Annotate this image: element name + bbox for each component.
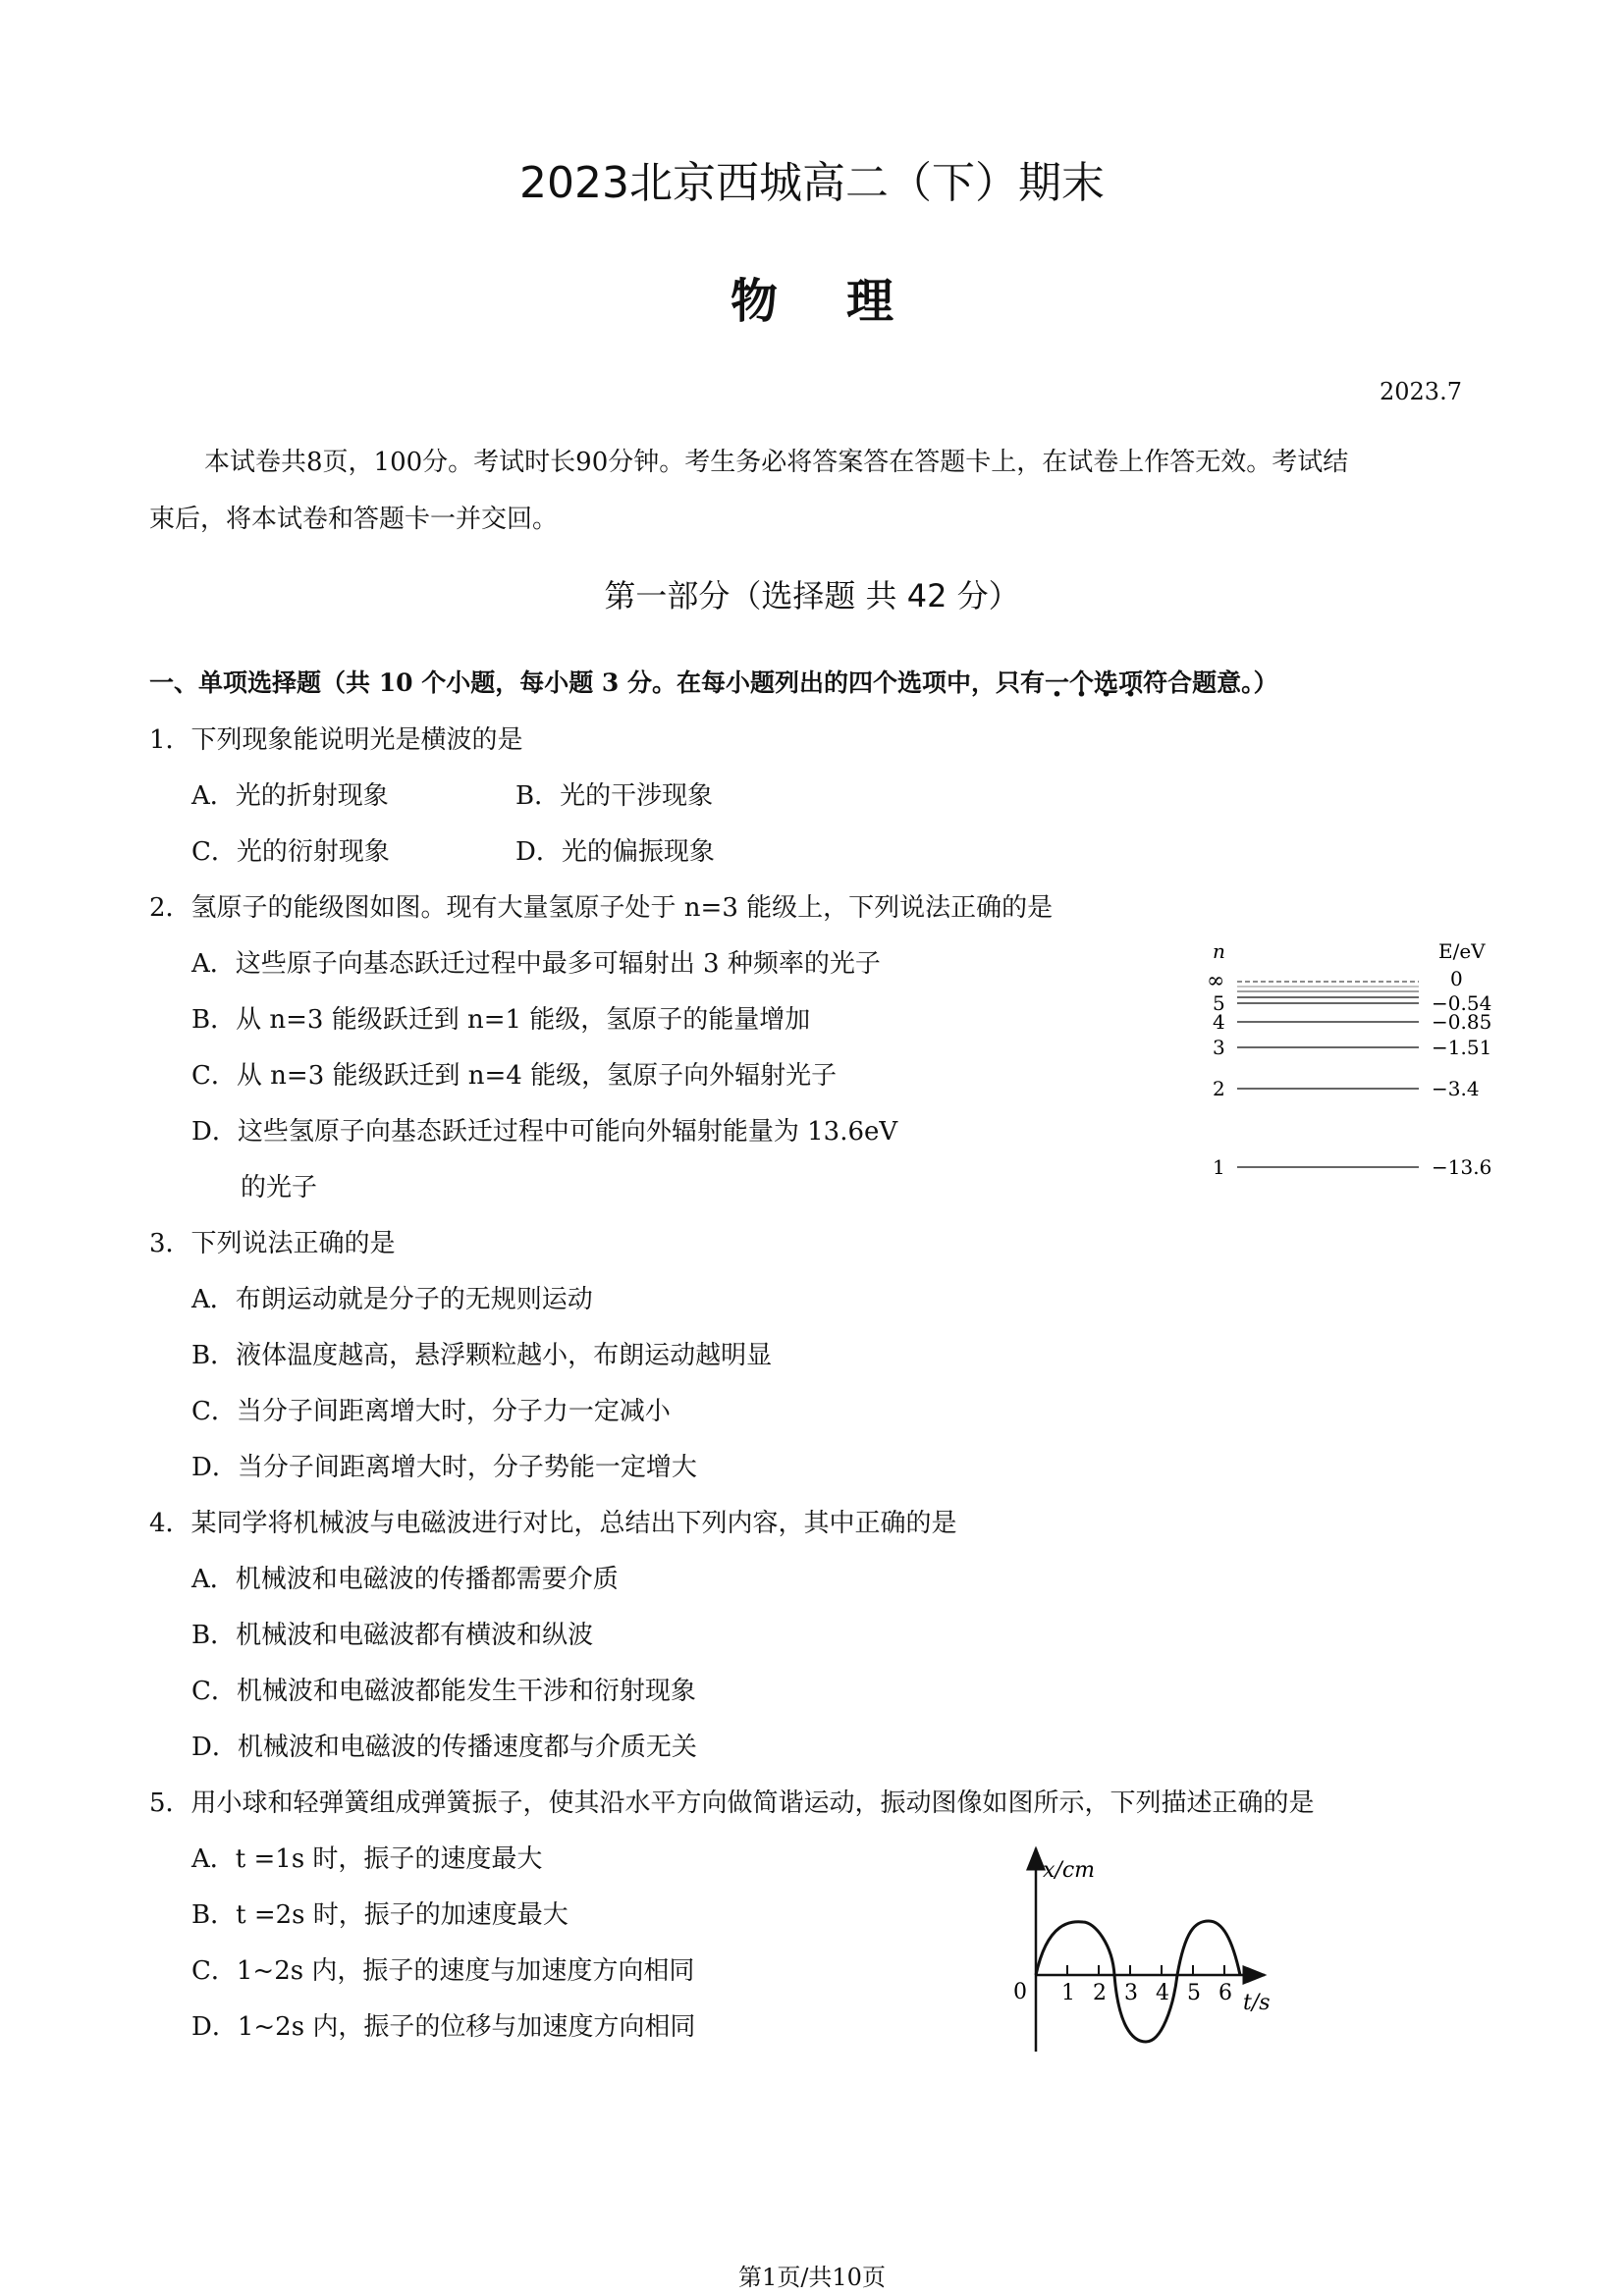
- tick-label-6: 6: [1218, 1981, 1232, 2005]
- level-e-5: −0.54: [1432, 991, 1492, 1015]
- tick-label-1: 1: [1061, 1981, 1075, 2005]
- question-4-stem: 4．某同学将机械波与电磁波进行对比，总结出下列内容，其中正确的是: [149, 1509, 957, 1538]
- level-n-5: 5: [1213, 991, 1225, 1015]
- question-1-stem: 1．下列现象能说明光是横波的是: [149, 725, 523, 755]
- instruction: [149, 664, 1278, 699]
- question-2-option-b: B．从 n=3 能级跃迁到 n=1 能级，氢原子的能量增加: [191, 1005, 811, 1035]
- question-2-option-a: A．这些原子向基态跃迁过程中最多可辐射出 3 种频率的光子: [191, 949, 881, 979]
- level-n-inf: ∞: [1207, 969, 1225, 993]
- level-n-1: 1: [1213, 1155, 1225, 1179]
- tick-label-5: 5: [1187, 1981, 1201, 2005]
- level-e-3: −1.51: [1432, 1036, 1492, 1059]
- intro-line-2: 束后，将本试卷和答题卡一并交回。: [149, 505, 559, 534]
- level-e-2: −3.4: [1432, 1077, 1480, 1100]
- question-4-option-d: D．机械波和电磁波的传播速度都与介质无关: [191, 1733, 697, 1762]
- question-1-option-d: D．光的偏振现象: [515, 837, 715, 867]
- energy-level-diagram: [1193, 934, 1507, 1195]
- origin-label: 0: [1013, 1980, 1027, 2004]
- level-n-4: 4: [1213, 1010, 1225, 1034]
- exam-title: 2023北京西城高二（下）期末: [519, 158, 1105, 208]
- emphasis-char: 一: [1045, 668, 1070, 697]
- question-3-option-c: C．当分子间距离增大时，分子力一定减小: [191, 1397, 671, 1426]
- instruction-emphasis: [1045, 668, 1143, 697]
- question-3-option-b: B．液体温度越高，悬浮颗粒越小，布朗运动越明显: [191, 1341, 773, 1370]
- level-e-1: −13.6: [1432, 1155, 1492, 1179]
- question-1-option-b: B．光的干涉现象: [515, 781, 714, 811]
- question-5-option-c: C．1~2s 内，振子的速度与加速度方向相同: [191, 1956, 695, 1986]
- question-3-stem: 3．下列说法正确的是: [149, 1229, 396, 1258]
- question-1-option-c: C．光的衍射现象: [191, 837, 390, 867]
- question-1-option-a: A．光的折射现象: [191, 781, 389, 811]
- question-5-stem: 5．用小球和轻弹簧组成弹簧振子，使其沿水平方向做简谐运动，振动图像如图所示，下列描述正确的是: [149, 1789, 1315, 1818]
- level-e-4: −0.85: [1432, 1010, 1492, 1034]
- question-2-stem: 2．氢原子的能级图如图。现有大量氢原子处于 n=3 能级上，下列说法正确的是: [149, 893, 1054, 923]
- question-4-option-c: C．机械波和电磁波都能发生干涉和衍射现象: [191, 1677, 696, 1706]
- question-3-option-d: D．当分子间距离增大时，分子势能一定增大: [191, 1453, 697, 1482]
- tick-label-3: 3: [1124, 1981, 1138, 2005]
- diagram-e-label: E/eV: [1438, 939, 1486, 963]
- subject-title: 物理: [730, 274, 962, 329]
- question-5-option-a: A．t =1s 时，振子的速度最大: [191, 1844, 543, 1874]
- emphasis-char: 项: [1118, 668, 1144, 697]
- question-2-option-c: C．从 n=3 能级跃迁到 n=4 能级，氢原子向外辐射光子: [191, 1061, 838, 1091]
- y-axis-label: x/cm: [1043, 1858, 1096, 1883]
- question-5-option-b: B．t =2s 时，振子的加速度最大: [191, 1900, 568, 1930]
- page-footer: 第1页/共10页: [738, 2264, 886, 2291]
- question-4-option-b: B．机械波和电磁波都有横波和纵波: [191, 1621, 594, 1650]
- question-4-option-a: A．机械波和电磁波的传播都需要介质: [191, 1565, 619, 1594]
- instruction-before: 一、单项选择题（共 10 个小题，每小题 3 分。在每小题列出的四个选项中，只有: [149, 668, 1046, 697]
- diagram-n-label: n: [1213, 939, 1225, 963]
- question-2-option-d-cont: 的光子: [241, 1173, 318, 1202]
- exam-date: 2023.7: [1380, 378, 1462, 405]
- intro-line-1: 本试卷共8页，100分。考试时长90分钟。考生务必将答案答在答题卡上，在试卷上作答无效。考试结: [204, 448, 1349, 477]
- oscillation-graph: [1001, 1841, 1296, 2076]
- emphasis-char: 选: [1094, 668, 1119, 697]
- emphasis-char: 个: [1069, 668, 1095, 697]
- tick-label-4: 4: [1156, 1981, 1169, 2005]
- question-5-option-d: D．1~2s 内，振子的位移与加速度方向相同: [191, 2012, 696, 2042]
- instruction-after: 符合题意。）: [1143, 668, 1278, 697]
- level-n-3: 3: [1213, 1036, 1225, 1059]
- level-e-inf: 0: [1450, 967, 1463, 990]
- tick-label-2: 2: [1093, 1981, 1107, 2005]
- question-2-option-d: D．这些氢原子向基态跃迁过程中可能向外辐射能量为 13.6eV: [191, 1117, 898, 1147]
- level-n-2: 2: [1213, 1077, 1225, 1100]
- section-title: 第一部分（选择题 共 42 分）: [604, 577, 1020, 614]
- x-axis-label: t/s: [1243, 1991, 1271, 2015]
- question-3-option-a: A．布朗运动就是分子的无规则运动: [191, 1285, 593, 1314]
